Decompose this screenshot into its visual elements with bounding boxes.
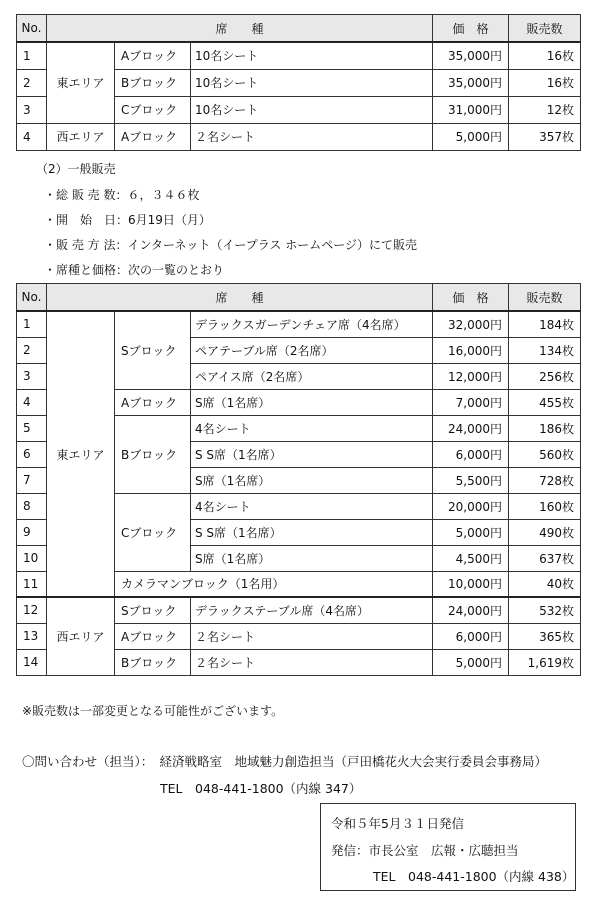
sold-count: 560枚 [509, 441, 581, 467]
price: 5,000円 [433, 649, 509, 675]
table-row [17, 597, 581, 623]
seat-type: 4名シート [191, 415, 433, 441]
header-no: No. [17, 284, 47, 312]
price: 4,500円 [433, 545, 509, 571]
block-label: Sブロック [115, 311, 191, 389]
price: 7,000円 [433, 389, 509, 415]
sold-count: 256枚 [509, 363, 581, 389]
block-label: Aブロック [115, 389, 191, 415]
block-label: Bブロック [115, 69, 191, 96]
price: 6,000円 [433, 623, 509, 649]
seat-type: ペアテーブル席（2名席） [191, 337, 433, 363]
price: 35,000円 [433, 42, 509, 69]
row-no: 6 [17, 441, 47, 467]
header-price: 価 格 [433, 284, 509, 312]
row-no: 12 [17, 597, 47, 623]
table-row [17, 123, 581, 150]
seat-type: S S席（1名席） [191, 519, 433, 545]
seat-type: S S席（1名席） [191, 441, 433, 467]
sold-count: 184枚 [509, 311, 581, 337]
table-row [17, 42, 581, 69]
contact-tel: TEL 048-441-1800（内線 347） [160, 781, 362, 796]
block-label: Bブロック [115, 649, 191, 675]
area-label: 東エリア [47, 311, 115, 597]
sold-count: 728枚 [509, 467, 581, 493]
sold-count: 12枚 [509, 96, 581, 123]
issue-box [320, 803, 576, 891]
sales-note: ※販売数は一部変更となる可能性がございます。 [22, 704, 284, 718]
block-label: Bブロック [115, 415, 191, 493]
block-label: Cブロック [115, 96, 191, 123]
row-no: 3 [17, 96, 47, 123]
row-no: 3 [17, 363, 47, 389]
issue-tel: TEL 048-441-1800（内線 438） [373, 869, 575, 884]
price: 6,000円 [433, 441, 509, 467]
sold-count: 186枚 [509, 415, 581, 441]
start-date: ・開 始 日：6月19日（月） [44, 213, 211, 227]
row-no: 1 [17, 311, 47, 337]
block-label: Aブロック [115, 123, 191, 150]
seat-type: 10名シート [191, 42, 433, 69]
sold-count: 134枚 [509, 337, 581, 363]
header-sold: 販売数 [509, 15, 581, 43]
ticket-table-1 [16, 14, 581, 151]
price: 5,500円 [433, 467, 509, 493]
seat-type: デラックステーブル席（4名席） [191, 597, 433, 623]
table-header [17, 15, 581, 43]
seat-type: 4名シート [191, 493, 433, 519]
seat-type: ２名シート [191, 649, 433, 675]
seat-type: S席（1名席） [191, 467, 433, 493]
sold-count: 455枚 [509, 389, 581, 415]
sold-count: 637枚 [509, 545, 581, 571]
price: 20,000円 [433, 493, 509, 519]
price: 35,000円 [433, 69, 509, 96]
row-no: 4 [17, 389, 47, 415]
price: 12,000円 [433, 363, 509, 389]
price: 32,000円 [433, 311, 509, 337]
issue-date: 令和５年5月３１日発信 [331, 816, 464, 831]
seat-type: ２名シート [191, 623, 433, 649]
row-no: 7 [17, 467, 47, 493]
block-label: Sブロック [115, 597, 191, 623]
total-sales: ・総 販 売 数：６，３４６枚 [44, 188, 200, 202]
sold-count: 160枚 [509, 493, 581, 519]
price-list-note: ・席種と価格：次の一覧のとおり [44, 263, 225, 277]
issue-from: 発信：市長公室 広報・広聴担当 [331, 843, 519, 858]
price: 10,000円 [433, 571, 509, 597]
price: 31,000円 [433, 96, 509, 123]
contact-line: 〇問い合わせ（担当）： 経済戦略室 地域魅力創造担当（戸田橋花火大会実行委員会事務局） [22, 754, 548, 769]
sold-count: 40枚 [509, 571, 581, 597]
price: 5,000円 [433, 519, 509, 545]
sold-count: 532枚 [509, 597, 581, 623]
block-label: Cブロック [115, 493, 191, 571]
row-no: 14 [17, 649, 47, 675]
row-no: 11 [17, 571, 47, 597]
price: 24,000円 [433, 597, 509, 623]
sold-count: 16枚 [509, 69, 581, 96]
seat-type: S席（1名席） [191, 389, 433, 415]
area-label: 東エリア [47, 42, 115, 123]
sold-count: 490枚 [509, 519, 581, 545]
row-no: 5 [17, 415, 47, 441]
header-seat: 席 種 [47, 284, 433, 312]
seat-type: 10名シート [191, 96, 433, 123]
table-header [17, 284, 581, 312]
sold-count: 1,619枚 [509, 649, 581, 675]
row-no: 1 [17, 42, 47, 69]
header-seat: 席 種 [47, 15, 433, 43]
row-no: 13 [17, 623, 47, 649]
seat-type: 10名シート [191, 69, 433, 96]
block-label: Aブロック [115, 42, 191, 69]
row-no: 4 [17, 123, 47, 150]
price: 5,000円 [433, 123, 509, 150]
seat-type: S席（1名席） [191, 545, 433, 571]
price: 16,000円 [433, 337, 509, 363]
row-no: 2 [17, 69, 47, 96]
row-no: 2 [17, 337, 47, 363]
header-sold: 販売数 [509, 284, 581, 312]
row-no: 8 [17, 493, 47, 519]
seat-type: ペアイス席（2名席） [191, 363, 433, 389]
header-price: 価 格 [433, 15, 509, 43]
table-row [17, 311, 581, 337]
sold-count: 365枚 [509, 623, 581, 649]
row-no: 9 [17, 519, 47, 545]
block-label: Aブロック [115, 623, 191, 649]
price: 24,000円 [433, 415, 509, 441]
area-label: 西エリア [47, 597, 115, 675]
row-no: 10 [17, 545, 47, 571]
seat-type: デラックスガーデンチェア席（4名席） [191, 311, 433, 337]
sale-method: ・販 売 方 法：インターネット（イープラス ホームページ）にて販売 [44, 238, 417, 252]
sold-count: 357枚 [509, 123, 581, 150]
general-sale-heading: （2）一般販売 [36, 162, 116, 176]
area-label: 西エリア [47, 123, 115, 150]
header-no: No. [17, 15, 47, 43]
seat-type: ２名シート [191, 123, 433, 150]
ticket-table-2 [16, 283, 581, 676]
block-label: カメラマンブロック（1名用） [115, 571, 433, 597]
sold-count: 16枚 [509, 42, 581, 69]
